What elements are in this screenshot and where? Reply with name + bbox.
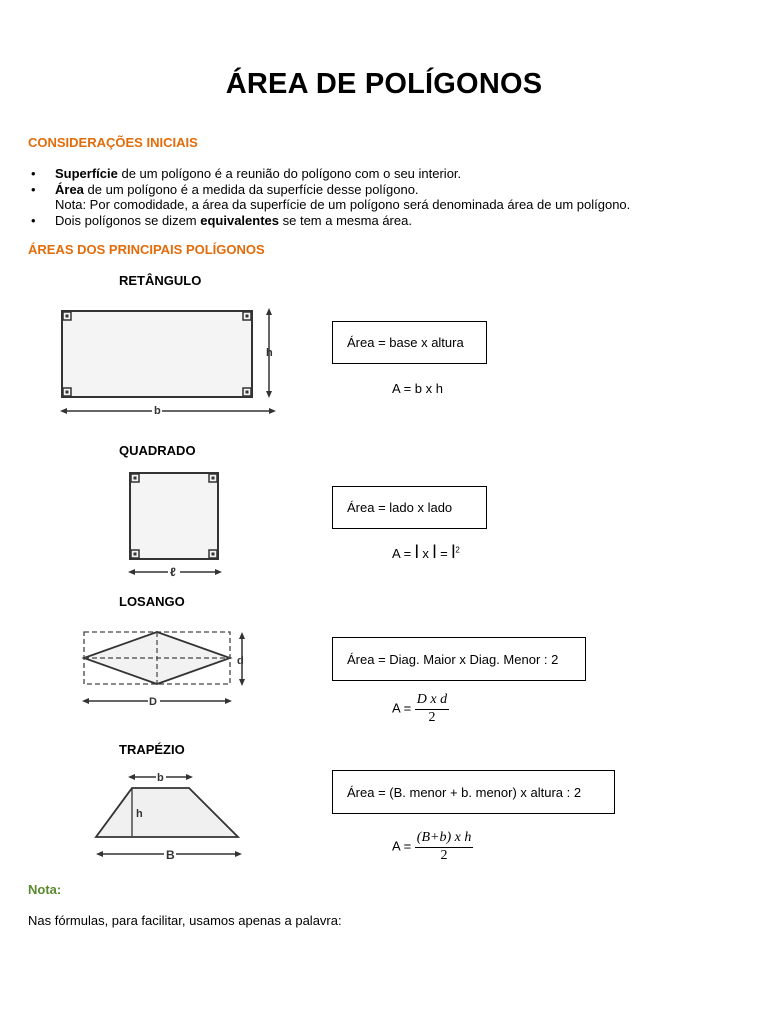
fraction-denominator: 2 bbox=[428, 710, 436, 725]
formula-prefix: A = bbox=[392, 700, 415, 716]
rectangle-formula: A = b x h bbox=[392, 381, 443, 396]
section-heading-initial: CONSIDERAÇÕES INICIAIS bbox=[28, 135, 198, 150]
square-label: QUADRADO bbox=[119, 443, 196, 458]
rhombus-area-text: Área = Diag. Maior x Diag. Menor : 2 bbox=[347, 651, 559, 667]
major-base-label: B bbox=[166, 848, 175, 862]
trapezoid-figure bbox=[92, 769, 246, 865]
list-item bbox=[28, 166, 748, 182]
formula-side: l bbox=[414, 542, 419, 562]
trapezoid-label: TRAPÉZIO bbox=[119, 742, 185, 757]
formula-side: l bbox=[432, 542, 437, 562]
formula-prefix: A = bbox=[392, 838, 415, 854]
formula-exponent: 2 bbox=[455, 545, 460, 555]
rhombus-label: LOSANGO bbox=[119, 594, 185, 609]
trapezoid-area-text: Área = (B. menor + b. menor) x altura : 2 bbox=[347, 784, 582, 800]
fraction-denominator: 2 bbox=[440, 848, 448, 863]
square-formula bbox=[392, 542, 460, 563]
section-heading-areas: ÁREAS DOS PRINCIPAIS POLÍGONOS bbox=[28, 242, 265, 257]
height-label: h bbox=[266, 347, 273, 359]
square-figure bbox=[122, 468, 232, 580]
formula-equals: = bbox=[436, 546, 452, 561]
note-heading: Nota: bbox=[28, 882, 62, 897]
height-label: h bbox=[136, 808, 143, 820]
formula-times: x bbox=[418, 546, 433, 561]
side-label: ℓ bbox=[170, 565, 176, 579]
trapezoid-formula bbox=[392, 830, 473, 864]
bullet-text: de um polígono é a reunião do polígono com o seu interior. bbox=[117, 166, 462, 181]
rhombus-figure bbox=[78, 626, 268, 712]
square-area-box bbox=[332, 486, 487, 529]
minor-base-label: b bbox=[157, 772, 164, 784]
rectangle-label: RETÂNGULO bbox=[119, 273, 202, 288]
bullet-icon: • bbox=[31, 181, 36, 197]
rhombus-area-box bbox=[332, 637, 586, 681]
bullet-icon: • bbox=[31, 212, 36, 228]
rectangle-area-text: Área = base x altura bbox=[347, 335, 464, 350]
list-item bbox=[28, 182, 748, 213]
rectangle-shape bbox=[62, 311, 252, 397]
minor-diagonal-label: d bbox=[237, 655, 244, 667]
fraction-numerator: (B+b) x h bbox=[415, 830, 474, 848]
bullet-bold-term: Área bbox=[55, 181, 84, 197]
page-title: ÁREA DE POLÍGONOS bbox=[225, 68, 543, 100]
bullet-list bbox=[28, 166, 748, 228]
formula-fraction bbox=[415, 692, 449, 726]
formula-prefix: A = bbox=[392, 546, 415, 561]
bullet-icon: • bbox=[31, 166, 36, 181]
bullet-text: se tem a mesma área. bbox=[279, 212, 412, 228]
trapezoid-area-box bbox=[332, 770, 615, 814]
bullet-bold-term: equivalentes bbox=[200, 212, 280, 228]
rectangle-figure bbox=[56, 306, 286, 418]
bullet-text: Dois polígonos se dizem bbox=[55, 212, 201, 228]
square-shape bbox=[130, 473, 218, 559]
fraction-numerator: D x d bbox=[415, 692, 449, 710]
rhombus-formula bbox=[392, 692, 449, 726]
bullet-text: de um polígono é a medida da superfície desse polígono. bbox=[83, 181, 419, 197]
formula-side: l bbox=[451, 542, 456, 562]
note-text: Nas fórmulas, para facilitar, usamos apenas a palavra: bbox=[28, 913, 342, 928]
formula-fraction bbox=[415, 830, 474, 864]
major-diagonal-label: D bbox=[149, 696, 157, 708]
bullet-bold-term: Superfície bbox=[55, 166, 118, 181]
trapezoid-shape bbox=[96, 788, 238, 837]
square-area-text: Área = lado x lado bbox=[347, 500, 453, 515]
base-label: b bbox=[154, 405, 161, 417]
rectangle-area-box bbox=[332, 321, 487, 364]
bullet-note: Nota: Por comodidade, a área da superfície de um polígono será denominada área de um polígono. bbox=[55, 197, 631, 212]
list-item bbox=[28, 213, 748, 229]
